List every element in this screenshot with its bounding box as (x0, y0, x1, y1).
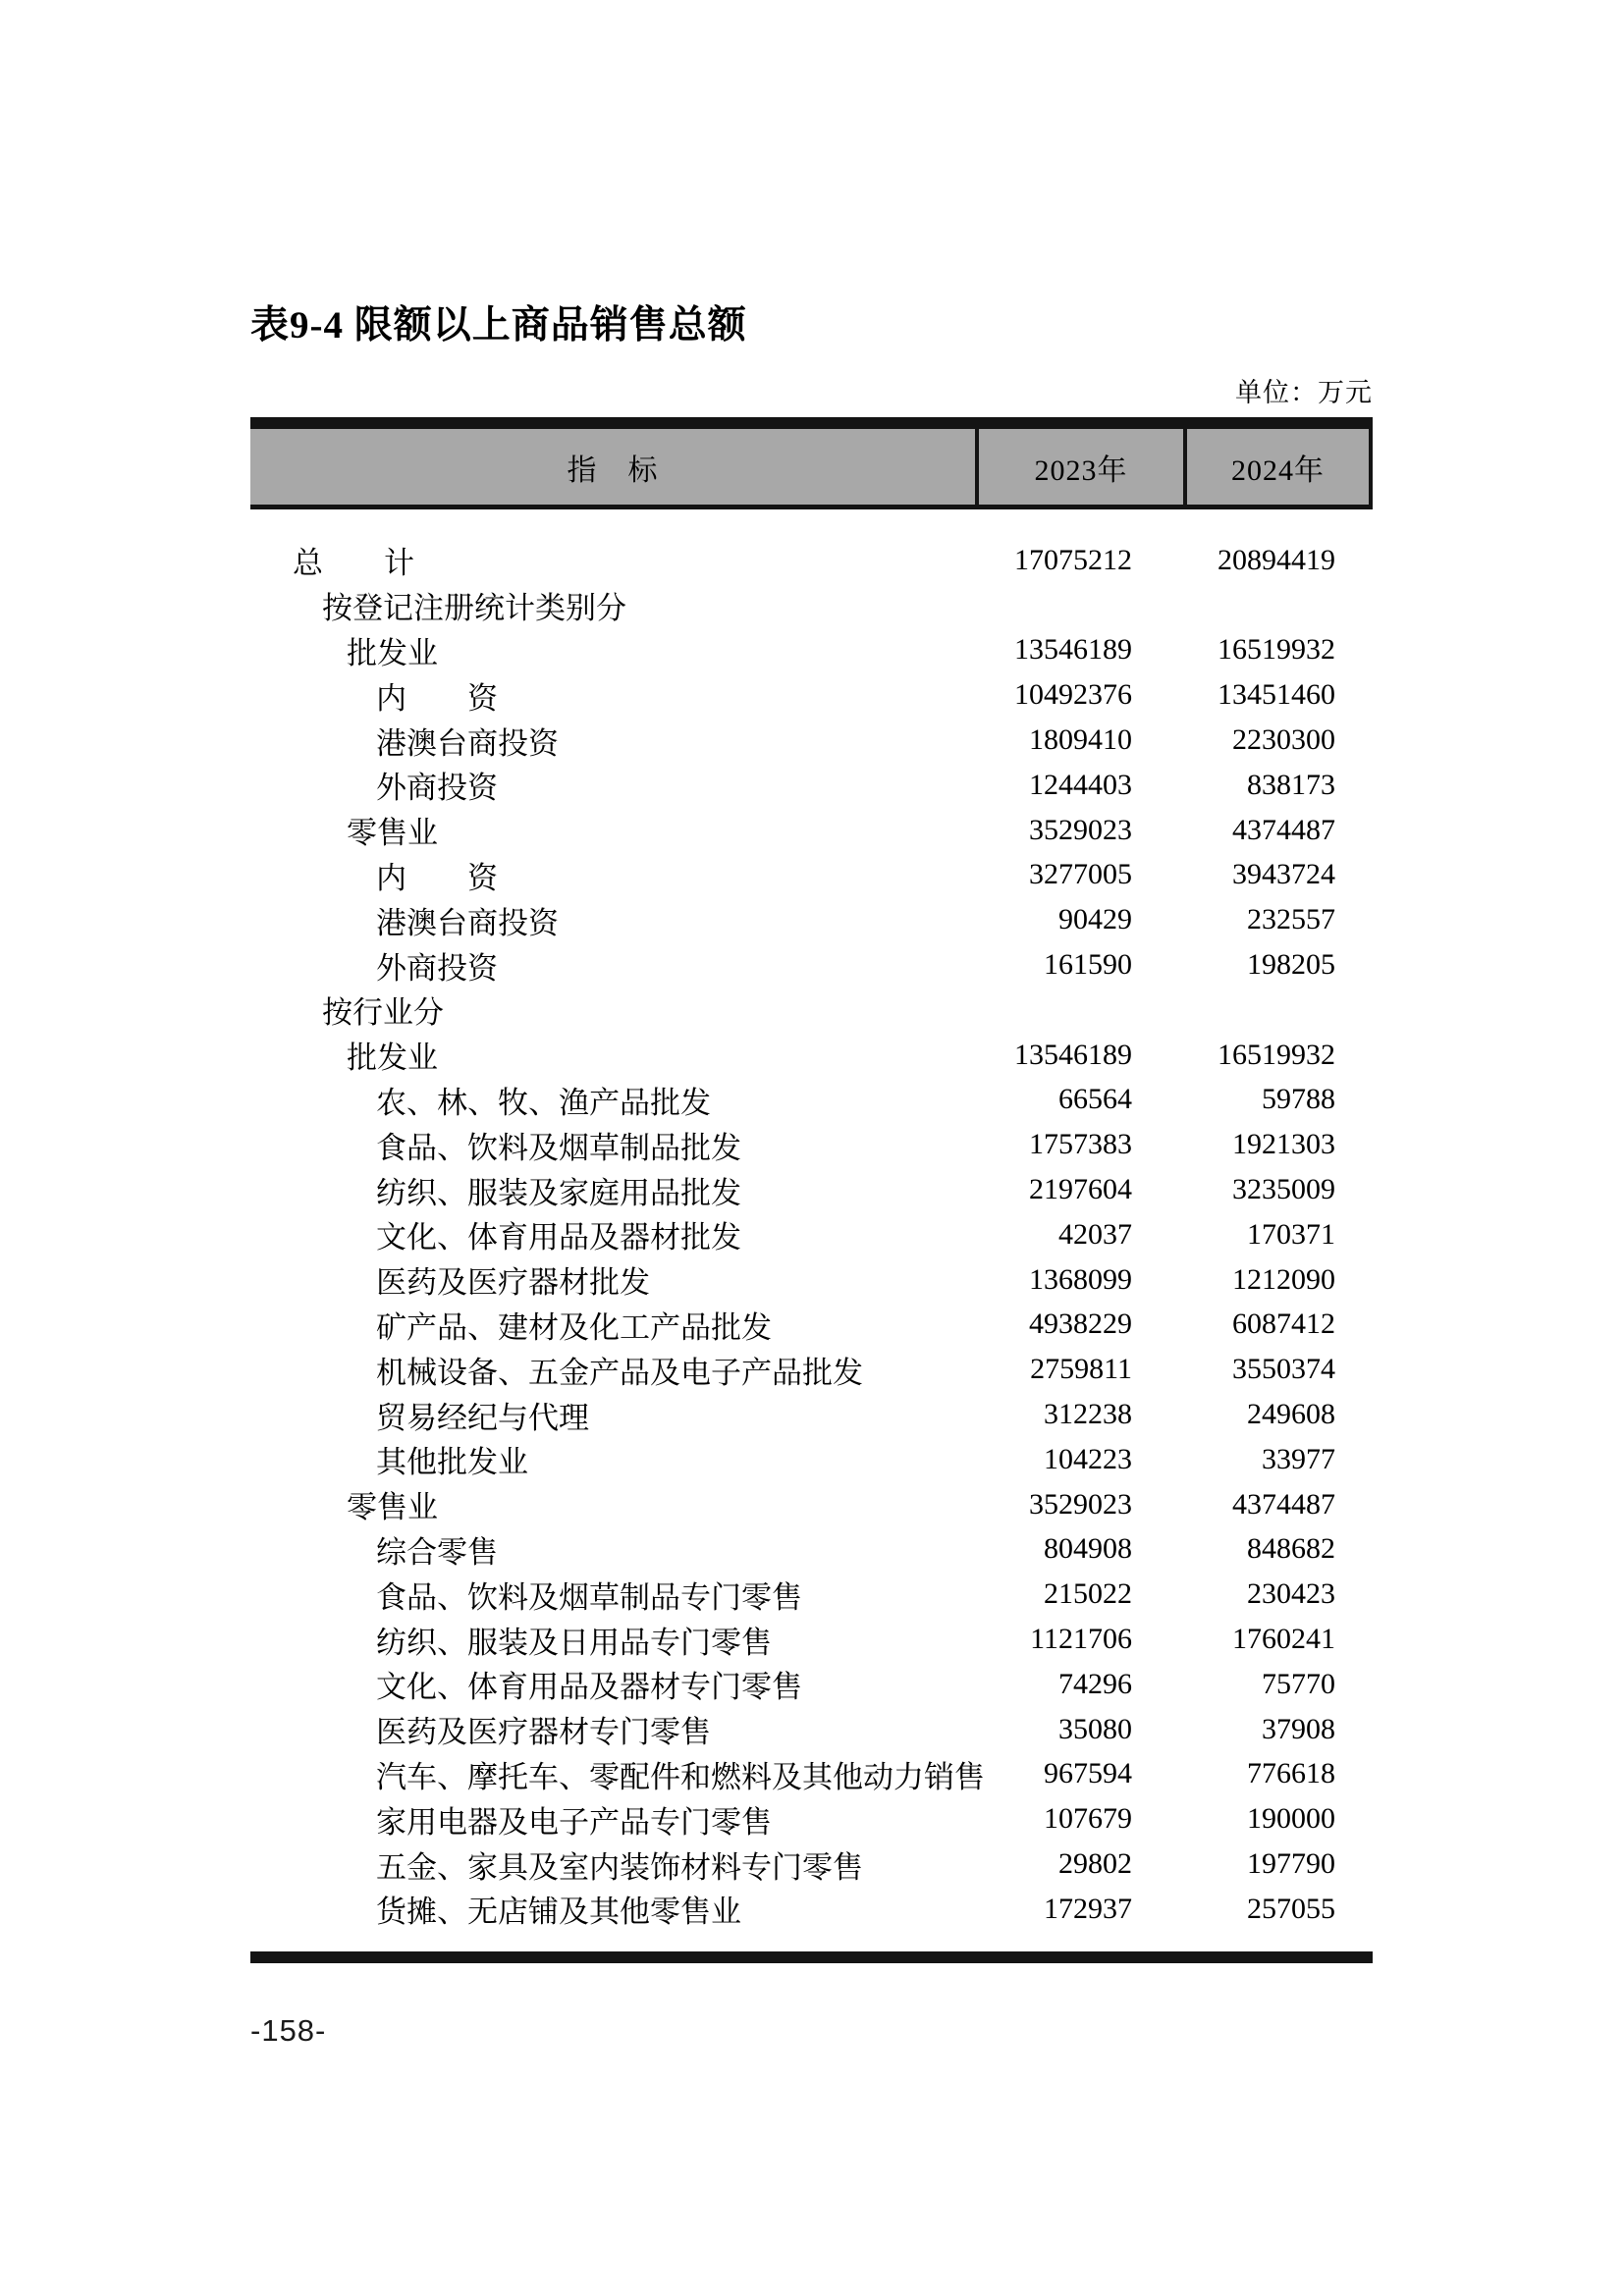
table-row (250, 1212, 1373, 1257)
value-2024: 232557 (1247, 903, 1335, 936)
row-label: 外商投资 (376, 950, 498, 986)
table-row (250, 628, 1373, 673)
column-header-2023: 2023年 (975, 429, 1183, 505)
value-2023: 3529023 (1029, 813, 1132, 846)
table-row (250, 1752, 1373, 1797)
value-2024: 776618 (1247, 1757, 1335, 1790)
value-2024: 3943724 (1232, 858, 1335, 891)
value-2024: 1760241 (1232, 1623, 1335, 1656)
value-2024: 257055 (1247, 1892, 1335, 1925)
row-label: 汽车、摩托车、零配件和燃料及其他动力销售 (376, 1759, 985, 1794)
value-2024: 4374487 (1232, 1487, 1335, 1521)
table-bottom-border (250, 1951, 1373, 1963)
value-2024: 1212090 (1232, 1262, 1335, 1296)
value-2023: 967594 (1044, 1757, 1132, 1790)
table-row (250, 897, 1373, 942)
value-2024: 20894419 (1218, 543, 1335, 576)
value-2023: 215022 (1044, 1577, 1132, 1611)
row-label: 内 资 (376, 680, 498, 716)
table-top-border (250, 417, 1373, 429)
value-2023: 1757383 (1029, 1128, 1132, 1161)
row-label: 总 计 (293, 546, 414, 581)
table-row (250, 763, 1373, 808)
row-label: 机械设备、五金产品及电子产品批发 (376, 1355, 863, 1390)
value-2023: 104223 (1044, 1442, 1132, 1475)
row-label: 食品、饮料及烟草制品批发 (376, 1130, 741, 1165)
value-2024: 197790 (1247, 1847, 1335, 1880)
table-row (250, 1796, 1373, 1842)
value-2024: 3235009 (1232, 1173, 1335, 1206)
value-2024: 16519932 (1218, 633, 1335, 667)
value-2023: 161590 (1044, 948, 1132, 982)
row-label: 矿产品、建材及化工产品批发 (376, 1309, 772, 1345)
row-label: 零售业 (347, 816, 438, 851)
data-table (250, 417, 1373, 1963)
value-2023: 13546189 (1014, 633, 1132, 667)
value-2024: 6087412 (1232, 1308, 1335, 1341)
row-label: 批发业 (347, 1041, 438, 1076)
table-row (250, 538, 1373, 583)
table-row (250, 1842, 1373, 1887)
value-2023: 17075212 (1014, 543, 1132, 576)
row-label: 内 资 (376, 860, 498, 895)
page-title: 表9-4 限额以上商品销售总额 (250, 304, 747, 347)
table-row (250, 853, 1373, 898)
row-label: 外商投资 (376, 771, 498, 806)
value-2023: 66564 (1058, 1083, 1132, 1116)
table-header-row (250, 429, 1373, 509)
value-2023: 3277005 (1029, 858, 1132, 891)
table-row (250, 1033, 1373, 1078)
table-row (250, 942, 1373, 988)
row-label: 港澳台商投资 (376, 905, 559, 940)
value-2024: 848682 (1247, 1532, 1335, 1566)
row-label: 农、林、牧、渔产品批发 (376, 1085, 711, 1120)
value-2023: 107679 (1044, 1802, 1132, 1836)
table-row (250, 1707, 1373, 1752)
unit-note: 单位：万元 (1235, 378, 1373, 407)
table-row (250, 672, 1373, 718)
value-2023: 42037 (1058, 1217, 1132, 1251)
table-row (250, 1257, 1373, 1303)
row-label: 按登记注册统计类别分 (322, 591, 626, 626)
value-2023: 29802 (1058, 1847, 1132, 1880)
row-label: 贸易经纪与代理 (376, 1400, 589, 1435)
table-row (250, 1572, 1373, 1617)
row-label: 按行业分 (322, 995, 444, 1031)
value-2023: 90429 (1058, 903, 1132, 936)
value-2023: 2197604 (1029, 1173, 1132, 1206)
value-2024: 2230300 (1232, 723, 1335, 757)
table-row (250, 1617, 1373, 1662)
table-row (250, 1392, 1373, 1437)
table-row (250, 1482, 1373, 1527)
table-row (250, 1887, 1373, 1932)
value-2023: 3529023 (1029, 1487, 1132, 1521)
row-label: 纺织、服装及家庭用品批发 (376, 1175, 741, 1210)
table-row (250, 1662, 1373, 1707)
value-2023: 1368099 (1029, 1262, 1132, 1296)
row-label: 其他批发业 (376, 1445, 528, 1480)
row-label: 医药及医疗器材专门零售 (376, 1715, 711, 1750)
value-2024: 198205 (1247, 948, 1335, 982)
table-row (250, 1303, 1373, 1348)
value-2023: 10492376 (1014, 678, 1132, 712)
value-2024: 13451460 (1218, 678, 1335, 712)
table-row (250, 1347, 1373, 1392)
row-label: 文化、体育用品及器材专门零售 (376, 1670, 802, 1705)
value-2024: 16519932 (1218, 1038, 1335, 1071)
value-2023: 804908 (1044, 1532, 1132, 1566)
row-label: 食品、饮料及烟草制品专门零售 (376, 1579, 802, 1615)
table-row (250, 583, 1373, 628)
row-label: 文化、体育用品及器材批发 (376, 1220, 741, 1255)
table-row (250, 1527, 1373, 1573)
table-row (250, 1122, 1373, 1167)
value-2023: 35080 (1058, 1712, 1132, 1745)
table-row (250, 988, 1373, 1033)
value-2024: 230423 (1247, 1577, 1335, 1611)
value-2023: 172937 (1044, 1892, 1132, 1925)
value-2024: 1921303 (1232, 1128, 1335, 1161)
value-2024: 4374487 (1232, 813, 1335, 846)
row-label: 港澳台商投资 (376, 725, 559, 761)
row-label: 零售业 (347, 1490, 438, 1525)
row-label: 五金、家具及室内装饰材料专门零售 (376, 1849, 863, 1885)
value-2024: 838173 (1247, 768, 1335, 801)
row-label: 综合零售 (376, 1534, 498, 1570)
table-body (250, 509, 1373, 1951)
table-row (250, 1078, 1373, 1123)
row-label: 家用电器及电子产品专门零售 (376, 1804, 772, 1840)
value-2023: 1244403 (1029, 768, 1132, 801)
value-2023: 4938229 (1029, 1308, 1132, 1341)
value-2023: 1809410 (1029, 723, 1132, 757)
value-2024: 249608 (1247, 1398, 1335, 1431)
row-label: 医药及医疗器材批发 (376, 1265, 650, 1301)
value-2023: 2759811 (1030, 1353, 1132, 1386)
column-header-indicator: 指 标 (567, 454, 659, 487)
row-label: 货摊、无店铺及其他零售业 (376, 1895, 741, 1930)
page-number: -158- (250, 2013, 327, 2048)
value-2023: 312238 (1044, 1398, 1132, 1431)
value-2024: 33977 (1262, 1442, 1335, 1475)
value-2024: 170371 (1247, 1217, 1335, 1251)
value-2023: 1121706 (1030, 1623, 1132, 1656)
table-row (250, 1437, 1373, 1482)
table-row (250, 718, 1373, 763)
table-row (250, 1167, 1373, 1212)
value-2024: 75770 (1262, 1667, 1335, 1700)
value-2024: 59788 (1262, 1083, 1335, 1116)
value-2023: 13546189 (1014, 1038, 1132, 1071)
value-2024: 190000 (1247, 1802, 1335, 1836)
value-2024: 37908 (1262, 1712, 1335, 1745)
value-2023: 74296 (1058, 1667, 1132, 1700)
table-row (250, 808, 1373, 853)
value-2024: 3550374 (1232, 1353, 1335, 1386)
column-header-2024: 2024年 (1183, 429, 1373, 505)
row-label: 纺织、服装及日用品专门零售 (376, 1625, 772, 1660)
row-label: 批发业 (347, 635, 438, 670)
